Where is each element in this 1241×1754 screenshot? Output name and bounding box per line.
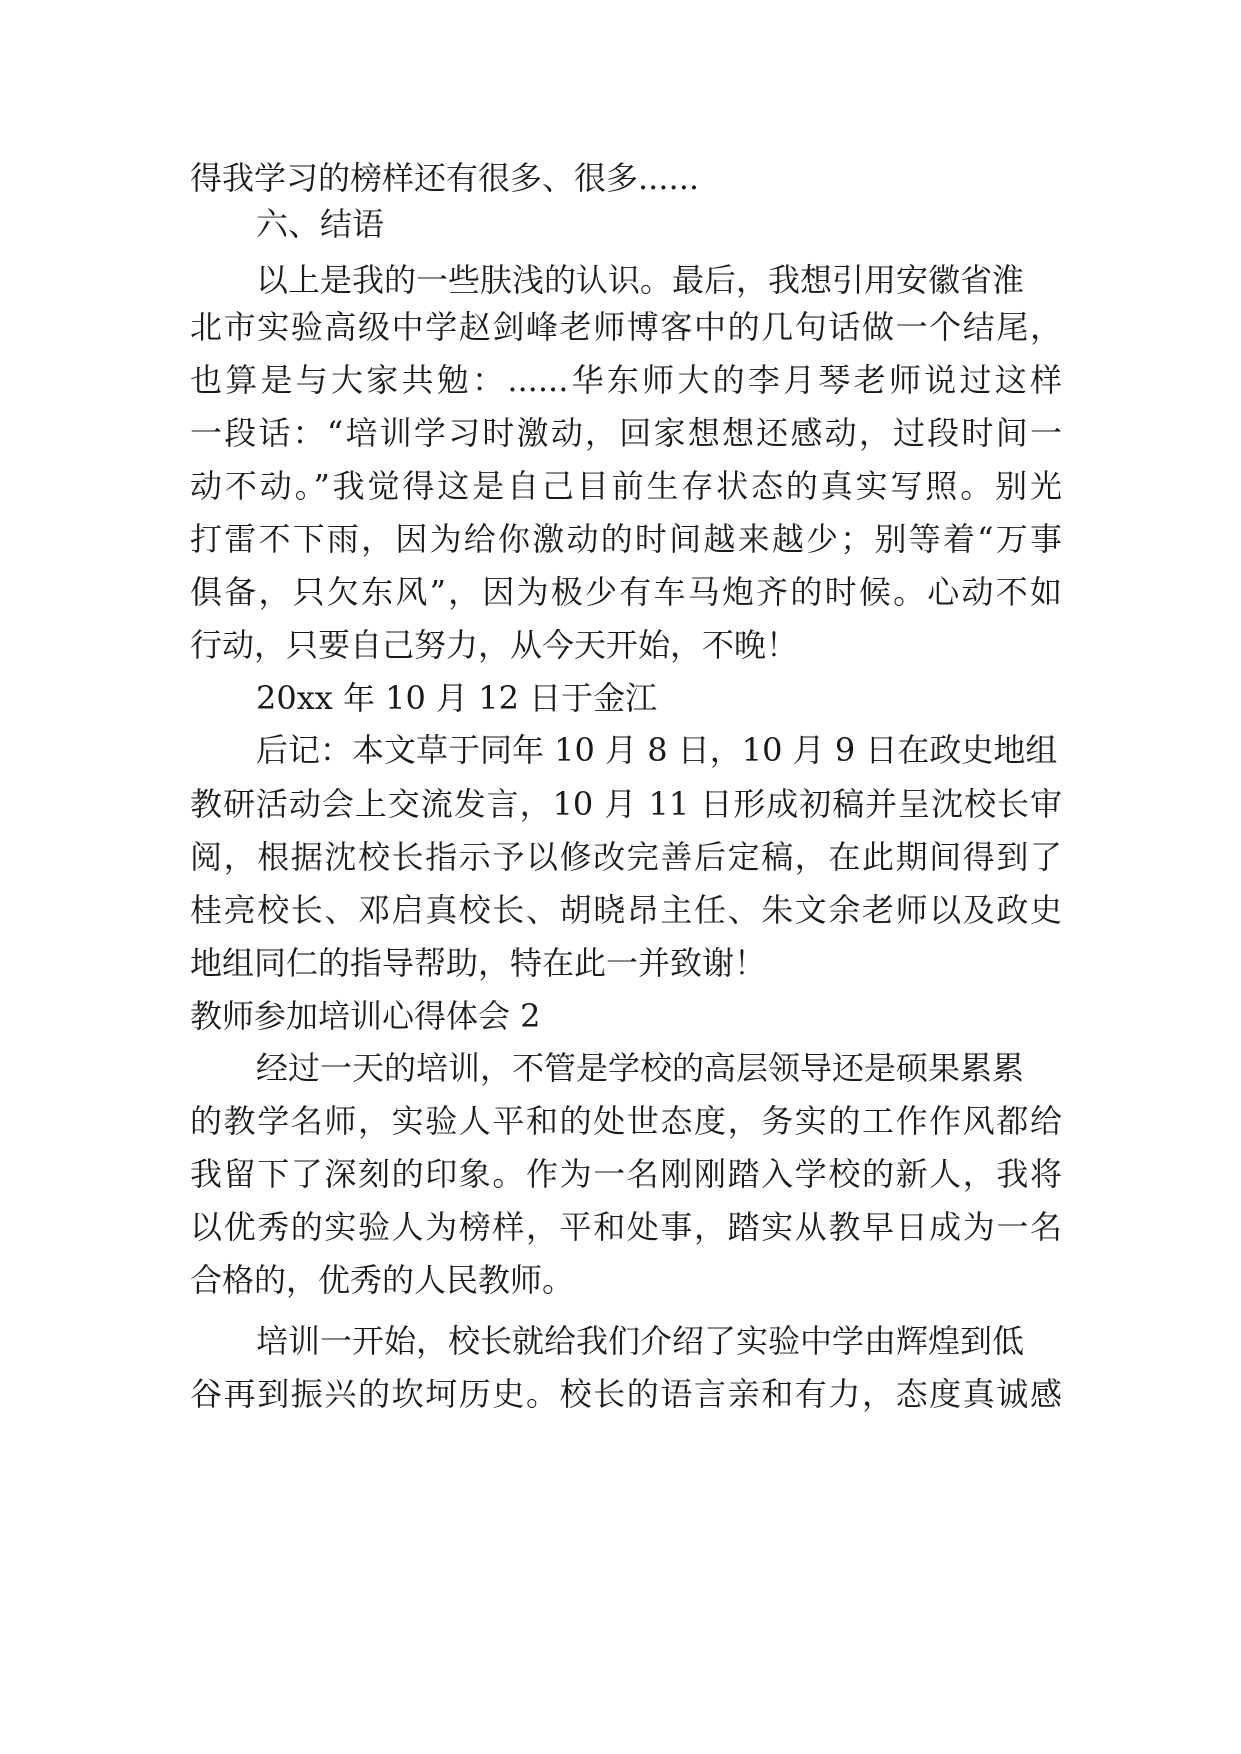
text-line: 谷再到振兴的坎坷历史。校长的语言亲和有力，态度真诚感 xyxy=(190,1375,1062,1413)
text-line: 地组同仁的指导帮助，特在此一并致谢！ xyxy=(190,944,767,982)
text-line: 以上是我的一些肤浅的认识。最后，我想引用安徽省淮 xyxy=(256,261,1025,299)
text-line: 合格的，优秀的人民教师。 xyxy=(190,1261,575,1299)
text-line: 的教学名师，实验人平和的处世态度，务实的工作作风都给 xyxy=(190,1102,1062,1140)
text-line: 我留下了深刻的印象。作为一名刚刚踏入学校的新人，我将 xyxy=(190,1155,1062,1193)
text-line: 动不动。”我觉得这是自己目前生存状态的真实写照。别光 xyxy=(190,467,1062,505)
section-heading: 六、结语 xyxy=(256,205,385,243)
date-line: 20xx 年 10 月 12 日于金江 xyxy=(256,679,658,717)
text-line: 俱备，只欠东风”，因为极少有车马炮齐的时候。心动不如 xyxy=(190,573,1062,611)
text-line: 经过一天的培训，不管是学校的高层领导还是硕果累累 xyxy=(256,1049,1025,1087)
text-line: 行动，只要自己努力，从今天开始，不晚！ xyxy=(190,626,799,664)
text-line: 打雷不下雨，因为给你激动的时间越来越少；别等着“万事 xyxy=(190,520,1062,558)
text-line: 也算是与大家共勉：......华东师大的李月琴老师说过这样 xyxy=(190,361,1062,399)
article-heading: 教师参加培训心得体会 2 xyxy=(190,997,541,1035)
text-line: 后记：本文草于同年 10 月 8 日，10 月 9 日在政史地组 xyxy=(256,731,1058,769)
text-line: 桂亮校长、邓启真校长、胡晓昂主任、朱文余老师以及政史 xyxy=(190,891,1062,929)
text-line: 培训一开始，校长就给我们介绍了实验中学由辉煌到低 xyxy=(256,1322,1025,1360)
text-line: 得我学习的榜样还有很多、很多...... xyxy=(190,159,700,197)
text-line: 阅，根据沈校长指示予以修改完善后定稿，在此期间得到了 xyxy=(190,838,1062,876)
text-line: 教研活动会上交流发言，10 月 11 日形成初稿并呈沈校长审 xyxy=(190,785,1062,823)
text-line: 以优秀的实验人为榜样，平和处事，踏实从教早日成为一名 xyxy=(190,1208,1062,1246)
text-line: 一段话：“培训学习时激动，回家想想还感动，过段时间一 xyxy=(190,414,1062,452)
text-line: 北市实验高级中学赵剑峰老师博客中的几句话做一个结尾， xyxy=(190,308,1062,346)
